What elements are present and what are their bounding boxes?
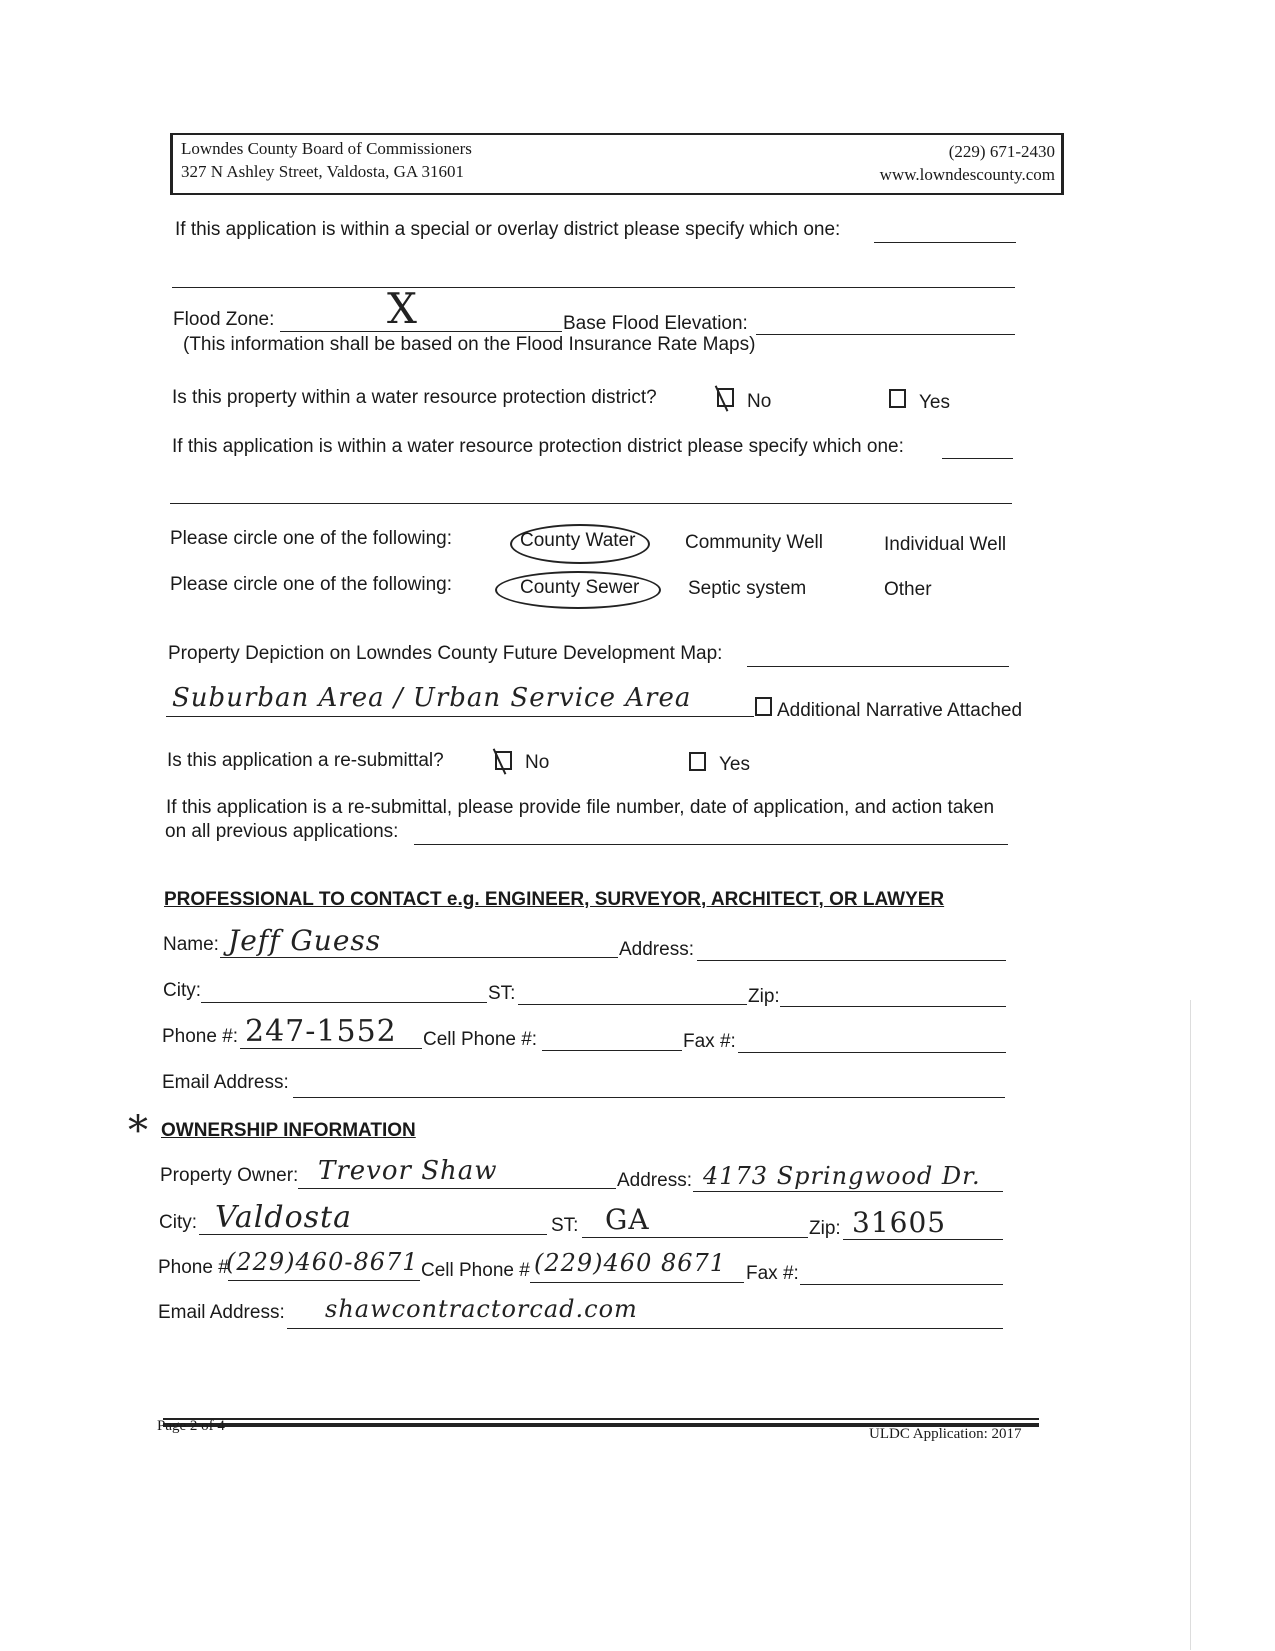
owner-cell-label: Cell Phone # <box>421 1260 530 1281</box>
water-resource-no-checkbox[interactable] <box>717 388 734 407</box>
resubmittal-detail-line2: on all previous applications: <box>165 821 399 842</box>
owner-phone-label: Phone # <box>158 1257 229 1278</box>
owner-email-value: shawcontractorcad.com <box>325 1295 638 1323</box>
owner-phone-value: (229)460-8671 <box>226 1248 419 1276</box>
resubmittal-no-label: No <box>525 752 550 773</box>
owner-zip-value: 31605 <box>852 1206 947 1239</box>
additional-narrative-label: Additional Narrative Attached <box>777 700 1023 721</box>
page-number: Page 2 of 4 <box>157 1418 225 1434</box>
professional-fax-label: Fax #: <box>683 1031 736 1052</box>
flood-note: (This information shall be based on the Flood Insurance Rate Maps) <box>183 334 756 355</box>
professional-cell-label: Cell Phone #: <box>423 1029 538 1050</box>
professional-city-field[interactable] <box>201 1002 487 1003</box>
owner-city-value: Valdosta <box>215 1200 352 1235</box>
flood-zone-label: Flood Zone: <box>173 309 275 330</box>
sewer-option-septic-system[interactable]: Septic system <box>688 578 807 599</box>
professional-name-label: Name: <box>163 934 219 955</box>
owner-name-label: Property Owner: <box>160 1165 299 1186</box>
owner-email-label: Email Address: <box>158 1302 285 1323</box>
future-map-label: Property Depiction on Lowndes County Future Development Map: <box>168 643 723 664</box>
ownership-asterisk-mark: * <box>128 1108 149 1154</box>
future-map-field[interactable] <box>747 666 1009 667</box>
resubmittal-no-checkbox[interactable] <box>495 751 512 770</box>
overlay-question: If this application is within a special or overlay district please specify which one: <box>175 219 841 240</box>
professional-phone-label: Phone #: <box>162 1026 239 1047</box>
owner-phone-field[interactable] <box>228 1280 420 1281</box>
owner-name-value: Trevor Shaw <box>318 1156 498 1186</box>
owner-zip-field[interactable] <box>843 1239 1003 1240</box>
water-source-label: Please circle one of the following: <box>170 528 452 549</box>
water-resource-specify-question: If this application is within a water resource protection district please specify which one: <box>172 436 904 457</box>
professional-phone-value: 247-1552 <box>245 1014 397 1049</box>
water-resource-specify-field[interactable] <box>942 458 1013 459</box>
ownership-heading: OWNERSHIP INFORMATION <box>161 1120 416 1141</box>
owner-email-field[interactable] <box>287 1328 1003 1329</box>
owner-address-label: Address: <box>617 1170 692 1191</box>
base-flood-elevation-field[interactable] <box>756 334 1015 335</box>
sewer-option-county-sewer[interactable]: County Sewer <box>520 577 640 598</box>
owner-fax-label: Fax #: <box>746 1263 799 1284</box>
professional-address-label: Address: <box>619 939 694 960</box>
professional-fax-field[interactable] <box>738 1052 1006 1053</box>
professional-st-label: ST: <box>488 983 516 1004</box>
flood-zone-field[interactable] <box>280 331 562 332</box>
resubmittal-yes-checkbox[interactable] <box>689 752 706 771</box>
owner-cell-field[interactable] <box>530 1282 744 1283</box>
water-resource-yes-checkbox[interactable] <box>889 389 906 408</box>
resubmittal-detail-field[interactable] <box>414 844 1008 845</box>
professional-name-value: Jeff Guess <box>228 924 382 957</box>
professional-heading: PROFESSIONAL TO CONTACT e.g. ENGINEER, SURVEYOR, ARCHITECT, OR LAWYER <box>164 889 945 910</box>
owner-address-value: 4173 Springwood Dr. <box>703 1162 981 1190</box>
professional-city-label: City: <box>163 980 201 1001</box>
professional-cell-field[interactable] <box>542 1050 682 1051</box>
water-source-option-county-water[interactable]: County Water <box>520 530 636 551</box>
water-source-option-community-well[interactable]: Community Well <box>685 532 823 553</box>
owner-name-field[interactable] <box>298 1188 616 1189</box>
overlay-field[interactable] <box>874 242 1016 243</box>
scan-artifact-line <box>1190 1000 1191 1650</box>
water-resource-specify-field-line2[interactable] <box>170 503 1012 504</box>
letterhead-box <box>170 133 1064 195</box>
water-resource-yes-label: Yes <box>919 392 950 413</box>
resubmittal-detail-line1: If this application is a re-submittal, please provide file number, date of application, and action taken <box>166 797 995 818</box>
professional-address-field[interactable] <box>697 960 1006 961</box>
professional-zip-field[interactable] <box>780 1006 1006 1007</box>
professional-name-field[interactable] <box>220 957 618 958</box>
owner-city-label: City: <box>159 1212 197 1233</box>
owner-st-field[interactable] <box>582 1237 808 1238</box>
owner-fax-field[interactable] <box>800 1284 1003 1285</box>
flood-zone-value: X <box>387 284 418 333</box>
owner-address-field[interactable] <box>693 1191 1003 1192</box>
future-map-field-line2[interactable] <box>166 716 754 717</box>
professional-st-field[interactable] <box>518 1004 747 1005</box>
owner-st-label: ST: <box>551 1215 579 1236</box>
resubmittal-question: Is this application a re-submittal? <box>167 750 444 771</box>
professional-email-label: Email Address: <box>162 1072 289 1093</box>
resubmittal-yes-label: Yes <box>719 754 750 775</box>
water-source-option-individual-well[interactable]: Individual Well <box>884 534 1007 555</box>
overlay-field-line2[interactable] <box>172 287 1015 288</box>
owner-st-value: GA <box>605 1203 650 1236</box>
owner-cell-value: (229)460 8671 <box>534 1249 727 1277</box>
org-phone: (229) 671-2430 <box>948 142 1055 161</box>
org-name: Lowndes County Board of Commissioners <box>181 139 472 158</box>
footer-rule-thin <box>163 1418 1039 1420</box>
sewer-label: Please circle one of the following: <box>170 574 452 595</box>
professional-zip-label: Zip: <box>748 986 780 1007</box>
sewer-option-other[interactable]: Other <box>884 579 932 600</box>
additional-narrative-checkbox[interactable] <box>755 697 772 716</box>
org-address: 327 N Ashley Street, Valdosta, GA 31601 <box>181 162 465 181</box>
professional-email-field[interactable] <box>293 1097 1005 1098</box>
form-id: ULDC Application: 2017 <box>869 1426 1022 1442</box>
water-resource-no-label: No <box>747 391 772 412</box>
future-map-value: Suburban Area / Urban Service Area <box>172 683 692 713</box>
base-flood-elevation-label: Base Flood Elevation: <box>563 313 748 334</box>
water-resource-question: Is this property within a water resource protection district? <box>172 387 657 408</box>
org-website: www.lowndescounty.com <box>879 165 1055 184</box>
owner-zip-label: Zip: <box>809 1218 841 1239</box>
